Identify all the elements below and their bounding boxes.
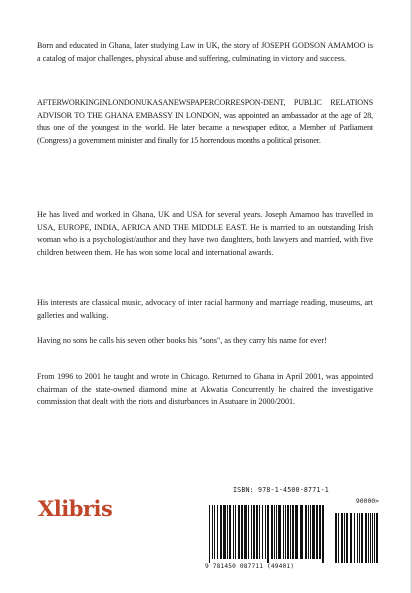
- barcode-bar: [233, 505, 234, 559]
- barcode-bar: [241, 505, 243, 559]
- isbn-label: ISBN: 978-1-4500-8771-1: [233, 486, 329, 494]
- barcode-bar: [262, 505, 263, 559]
- barcode-addon-bar: [365, 513, 367, 563]
- barcode-bar: [217, 505, 218, 559]
- barcode-addon-bar: [354, 513, 355, 563]
- publisher-logo: Xlibris: [38, 496, 113, 521]
- bio-paragraph-5: Having no sons he calls his seven other books his "sons", as they carry his name for ever!: [37, 336, 327, 345]
- barcode-bar: [308, 505, 309, 559]
- barcode-bar: [248, 505, 249, 559]
- bio-paragraph-6: From 1996 to 2001 he taught and wrote in Chicago. Returned to Ghana in April 2001, was appointed chairman of the state-owned diamond mine at Akwatia Concurrently he chaired the investigative commission that dealt with the riots and disturbances in Asutuare in 2000/2001.: [37, 372, 373, 407]
- barcode-addon-bar: [370, 513, 371, 563]
- barcode-bar: [322, 505, 324, 563]
- barcode-bar: [209, 505, 210, 563]
- barcode-bar: [278, 505, 281, 559]
- barcode-addon-bar: [350, 513, 352, 563]
- barcode-addon-bar: [341, 513, 343, 563]
- barcode-bar: [319, 505, 321, 559]
- barcode-bar: [259, 505, 260, 559]
- barcode-addon-bar: [361, 513, 363, 563]
- barcode-bar: [276, 505, 277, 559]
- barcode-bar: [244, 505, 247, 559]
- bio-paragraph-4: His interests are classical music, advocacy of inter racial harmony and marriage reading, museums, art galleries and walking.: [37, 298, 373, 320]
- barcode-bar: [283, 505, 284, 559]
- barcode-addon-bar: [376, 513, 378, 563]
- barcode-bar: [271, 505, 273, 559]
- barcode-addon-bar: [338, 513, 339, 563]
- barcode-icon: [207, 505, 379, 563]
- barcode-digits: 9 781450 087711 (49401): [205, 563, 295, 570]
- barcode-bar: [300, 505, 303, 559]
- bio-paragraph-2: AFTERWORKINGINLONDONUKASANEWSPAPERCORRESPON-DENT, PUBLIC RELATIONS ADVISOR TO THE GHANA EMBASSY IN LONDON, was appointed an ambassador at the age of 28, thus one of the youngest in the world. He later became a newspaper editor, a Member of Parliament (Congress) a government minister and finally for 15 horrendous months a political prisoner.: [37, 98, 373, 145]
- barcode-bar: [214, 505, 215, 559]
- barcode-addon-bar: [335, 513, 337, 563]
- bio-paragraph-1: Born and educated in Ghana, later studying Law in UK, the story of JOSEPH GODSON AMAMOO is a catalog of major challenges, physical abuse and suffering, culminating in victory and success.: [37, 41, 373, 63]
- barcode-bar: [267, 505, 269, 563]
- barcode-bar: [229, 505, 231, 559]
- barcode-bar: [220, 505, 222, 559]
- barcode-bar: [212, 505, 213, 559]
- barcode-bar: [310, 505, 311, 559]
- barcode-addon-bar: [344, 513, 345, 563]
- barcode-bar: [227, 505, 228, 559]
- barcode-bar: [274, 505, 275, 559]
- barcode-bar: [295, 505, 298, 559]
- barcode-bar: [265, 505, 266, 559]
- barcode-bar: [292, 505, 294, 559]
- bio-paragraph-3: He has lived and worked in Ghana, UK and USA for several years. Joseph Amamoo has travelled in USA, EUROPE, INDIA, AFRICA AND THE MIDDLE EAST. He is married to an outstanding Irish woman who is a psychologist/author and they have two daughters, both lawyers and married, with five children between them. He has won some local and international awards.: [37, 210, 373, 257]
- barcode-bar: [312, 505, 315, 559]
- barcode-bar: [305, 505, 307, 559]
- barcode-bar: [290, 505, 291, 559]
- barcode-addon-bar: [357, 513, 358, 563]
- barcode-bar: [251, 505, 252, 559]
- barcode-bar: [287, 505, 289, 559]
- barcode-bar: [235, 505, 236, 559]
- barcode-addon-bar: [359, 513, 360, 563]
- barcode-bar: [238, 505, 240, 559]
- barcode-bar: [256, 505, 258, 559]
- price-code: 90000>: [355, 497, 379, 505]
- isbn-barcode-block: [203, 486, 383, 572]
- barcode-bar: [253, 505, 255, 559]
- barcode-bar: [316, 505, 318, 559]
- barcode-bar: [285, 505, 286, 559]
- barcode-bar: [223, 505, 226, 559]
- barcode-addon-bar: [346, 513, 348, 563]
- barcode-addon-bar: [372, 513, 373, 563]
- barcode-addon-bar: [374, 513, 375, 563]
- barcode-addon-bar: [368, 513, 369, 563]
